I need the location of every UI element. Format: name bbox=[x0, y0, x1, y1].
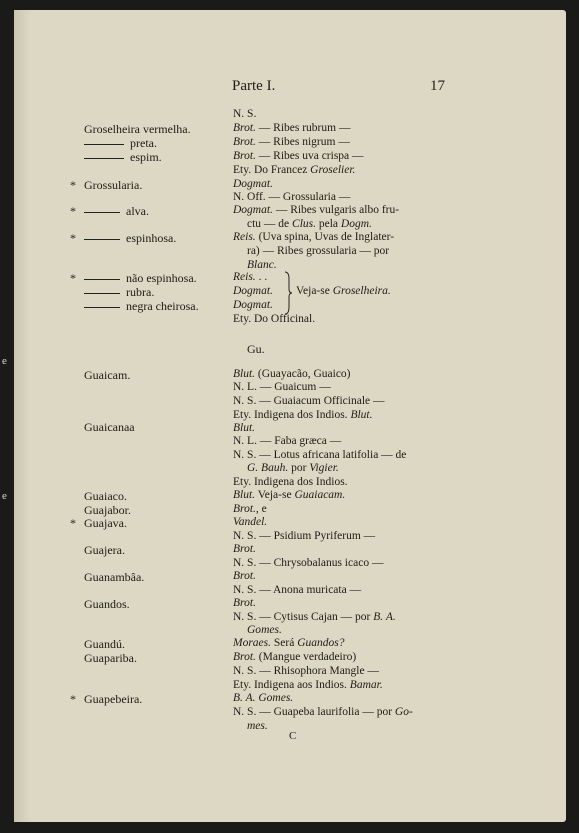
definition-line: Brot. bbox=[233, 597, 256, 609]
definition-line: N. S. — Psidium Pyriferum — bbox=[233, 530, 376, 542]
page-gutter-shadow bbox=[14, 10, 30, 822]
definition-line: Ety. Indigena aos Indios. Bamar. bbox=[233, 679, 383, 691]
definition-line: Ety. Indigena dos Indios. bbox=[233, 476, 348, 488]
entry-term bbox=[84, 150, 162, 165]
definition-line: N. S. — Cytisus Cajan — por B. A. bbox=[233, 611, 396, 623]
definition-line: Ety. Do Officinal. bbox=[233, 313, 316, 325]
definition-line: Reis. (Uva spina, Uvas de Inglater- bbox=[233, 231, 395, 243]
entry-label: Guanambâa. bbox=[84, 570, 145, 584]
definition-line: Ety. Indigena dos Indios. Blut. bbox=[233, 409, 373, 421]
signature-mark: C bbox=[289, 730, 297, 742]
definition-line: G. Bauh. por Vigier. bbox=[247, 462, 339, 474]
entry-term bbox=[84, 420, 135, 435]
entry-label: Guajava. bbox=[84, 516, 127, 530]
entry-term bbox=[84, 299, 199, 314]
ditto-dash bbox=[84, 279, 120, 280]
entry-label: preta. bbox=[130, 136, 157, 150]
entry-label: Grossularia. bbox=[84, 178, 143, 192]
definition-line: Moraes. Será Guandos? bbox=[233, 637, 345, 649]
entry-term bbox=[84, 136, 157, 151]
entry-label: Guajera. bbox=[84, 543, 125, 557]
star-marker: * bbox=[70, 692, 76, 706]
definition-line: Blut. (Guayacão, Guaico) bbox=[233, 368, 351, 380]
definition-line: N. S. — Anona muricata — bbox=[233, 584, 362, 596]
definition-line: Brot., e bbox=[233, 503, 267, 515]
definition-line: Ety. Do Francez Groselier. bbox=[233, 164, 356, 176]
ditto-dash bbox=[84, 239, 120, 240]
definition-line: N. Off. — Grossularia — bbox=[233, 191, 351, 203]
entry-term bbox=[84, 637, 125, 652]
entry-label: Guajabor. bbox=[84, 503, 131, 517]
definition-line: Gomes. bbox=[247, 624, 282, 636]
definition-line: Dogmat. bbox=[233, 285, 273, 297]
entry-label: Guapebeira. bbox=[84, 692, 143, 706]
definition-line: Blut. Veja-se Guaiacam. bbox=[233, 489, 346, 501]
entry-term bbox=[84, 597, 130, 612]
entry-label: Guaicanaa bbox=[84, 420, 135, 434]
entry-label: rubra. bbox=[126, 285, 155, 299]
definition-line: Brot. — Ribes nigrum — bbox=[233, 136, 350, 148]
definition-line: N. S. — Rhisophora Mangle — bbox=[233, 665, 379, 677]
entry-term bbox=[84, 122, 191, 137]
star-marker: * bbox=[70, 204, 76, 218]
definition-line: N. L. — Faba græca — bbox=[233, 435, 342, 447]
page-number: 17 bbox=[430, 78, 445, 94]
definition-line: N. S. — Guapeba laurifolia — por Go- bbox=[233, 706, 413, 718]
page-running-title: Parte I. bbox=[232, 78, 276, 94]
ditto-dash bbox=[84, 212, 120, 213]
entry-term bbox=[84, 570, 144, 585]
entry-label: não espinhosa. bbox=[126, 271, 197, 285]
definition-line: N. S. — Guaiacum Officinale — bbox=[233, 395, 385, 407]
definition-line: Veja-se Groselheira. bbox=[296, 285, 391, 297]
entry-term bbox=[84, 178, 142, 193]
star-marker: * bbox=[70, 516, 76, 530]
definition-line: Brot. bbox=[233, 543, 256, 555]
entry-label: Guandos. bbox=[84, 597, 130, 611]
star-marker: * bbox=[70, 231, 76, 245]
definition-line: Brot. — Ribes rubrum — bbox=[233, 122, 351, 134]
entry-label: espinhosa. bbox=[126, 231, 177, 245]
entry-term bbox=[84, 368, 130, 383]
star-marker: * bbox=[70, 271, 76, 285]
entry-label: negra cheirosa. bbox=[126, 299, 199, 313]
entry-label: alva. bbox=[126, 204, 149, 218]
definition-line: Vandel. bbox=[233, 516, 268, 528]
definition-line: Brot. bbox=[233, 570, 256, 582]
entry-term bbox=[84, 516, 127, 531]
entry-label: Guandú. bbox=[84, 637, 125, 651]
definition-line: N. S. — Lotus africana latifolia — de bbox=[233, 449, 407, 461]
definition-line: ra) — Ribes grossularia — por bbox=[247, 245, 390, 257]
entry-term bbox=[84, 204, 149, 219]
entry-term bbox=[84, 489, 127, 504]
ditto-dash bbox=[84, 293, 120, 294]
margin-mark: e bbox=[2, 355, 7, 367]
definition-line: Dogmat. — Ribes vulgaris albo fru- bbox=[233, 204, 400, 216]
entry-term bbox=[84, 271, 197, 286]
ditto-dash bbox=[84, 144, 124, 145]
entry-label: Groselheira vermelha. bbox=[84, 122, 191, 136]
definition-line: mes. bbox=[247, 720, 268, 732]
entry-label: Guaicam. bbox=[84, 368, 131, 382]
entry-label: Guaiaco. bbox=[84, 489, 127, 503]
definition-line: Brot. — Ribes uva crispa — bbox=[233, 150, 364, 162]
definition-line: B. A. Gomes. bbox=[233, 692, 294, 704]
definition-line: N. S. bbox=[233, 108, 257, 120]
definition-line: ctu — de Clus. pela Dogm. bbox=[247, 218, 372, 230]
entry-term bbox=[84, 543, 125, 558]
entry-label: Guapariba. bbox=[84, 651, 137, 665]
entry-term bbox=[84, 692, 142, 707]
entry-term bbox=[84, 285, 154, 300]
margin-mark: e bbox=[2, 490, 7, 502]
ditto-dash bbox=[84, 158, 124, 159]
star-marker: * bbox=[70, 178, 76, 192]
definition-line: N. S. — Chrysobalanus icaco — bbox=[233, 557, 384, 569]
definition-line: Brot. (Mangue verdadeiro) bbox=[233, 651, 357, 663]
ditto-dash bbox=[84, 307, 120, 308]
entry-term bbox=[84, 231, 176, 246]
definition-line: Dogmat. bbox=[233, 299, 273, 311]
definition-line: Reis. . . bbox=[233, 271, 268, 283]
definition-line: Dogmat. bbox=[233, 178, 273, 190]
definition-line: Blut. bbox=[233, 422, 256, 434]
section-heading: Gu. bbox=[247, 342, 265, 356]
entry-label: espim. bbox=[130, 150, 162, 164]
brace-glyph bbox=[283, 271, 293, 315]
entry-term bbox=[84, 651, 137, 666]
definition-line: N. L. — Guaicum — bbox=[233, 381, 331, 393]
definition-line: Blanc. bbox=[247, 259, 277, 271]
